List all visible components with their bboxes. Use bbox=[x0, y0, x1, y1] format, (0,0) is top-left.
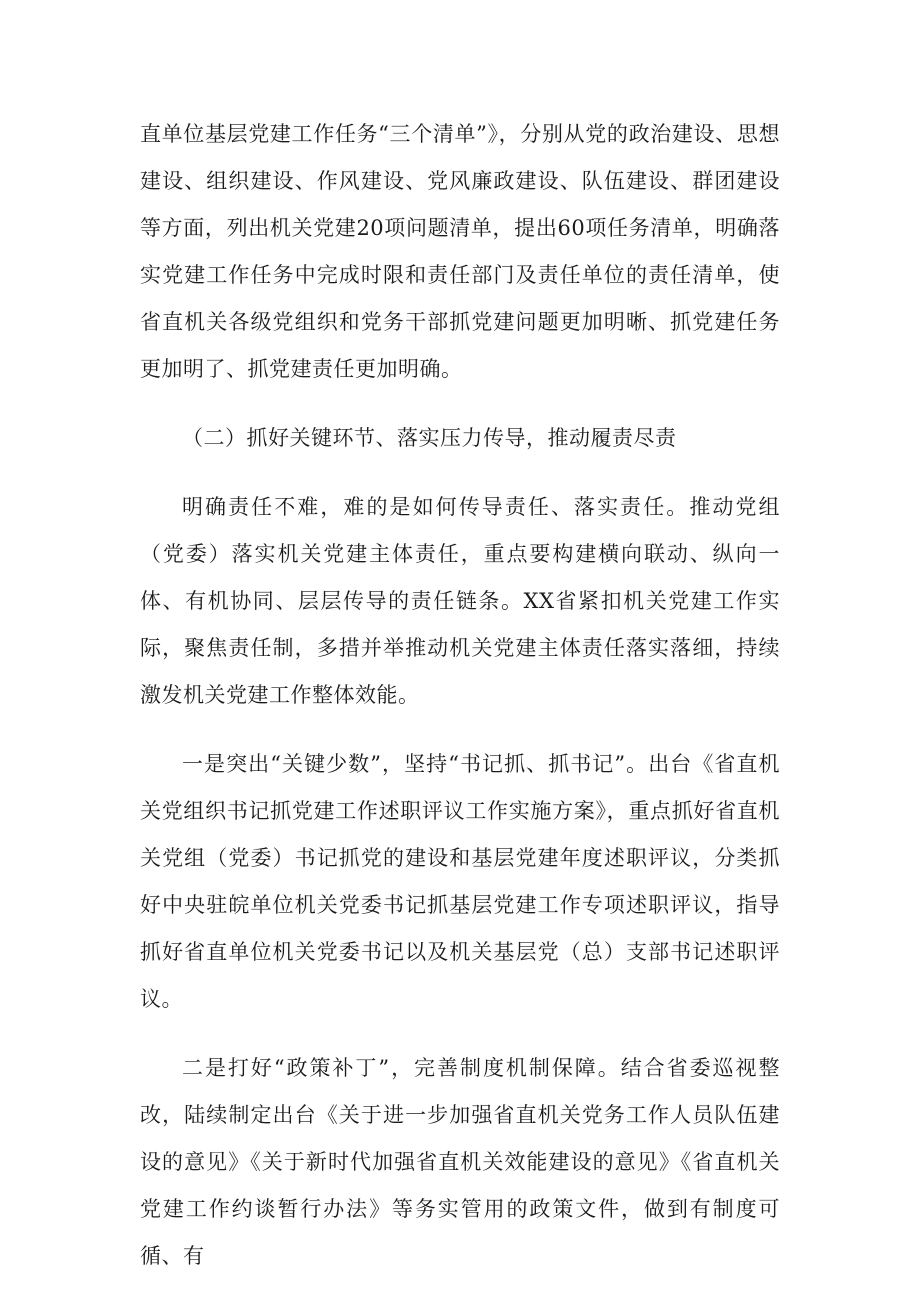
paragraph-responsibility: 明确责任不难，难的是如何传导责任、落实责任。推动党组（党委）落实机关党建主体责任，重点要构建横向联动、纵向一体、有机协同、层层传导的责任链条。XX省紧扣机关党建工作实际，聚焦责任制，多措并举推动机关党建主体责任落实落细，持续激发机关党建工作整体效能。 bbox=[140, 495, 780, 707]
paragraph-continued: 直单位基层党建工作任务“三个清单”》，分别从党的政治建设、思想建设、组织建设、作风建设、党风廉政建设、队伍建设、群团建设等方面，列出机关党建20项问题清单，提出60项任务清单，明确落实党建工作任务中完成时限和责任部门及责任单位的责任清单，使省直机关各级党组织和党务干部抓党建问题更加明晰、抓党建任务更加明了、抓党建责任更加明确。 bbox=[140, 122, 780, 381]
document-body bbox=[140, 111, 780, 1280]
section-heading: （二）抓好关键环节、落实压力传导，推动履责尽责 bbox=[182, 426, 677, 450]
paragraph-policy-patch: 二是打好“政策补丁”，完善制度机制保障。结合省委巡视整改，陆续制定出台《关于进一步加强省直机关党务工作人员队伍建设的意见》《关于新时代加强省直机关效能建设的意见》《省直机关党建工作约谈暂行办法》等务实管用的政策文件，做到有制度可循、有 bbox=[140, 1056, 780, 1268]
paragraph-key-minority: 一是突出“关键少数”，坚持“书记抓、抓书记”。出台《省直机关党组织书记抓党建工作述职评议工作实施方案》，重点抓好省直机关党组（党委）书记抓党的建设和基层党建年度述职评议，分类抓好中央驻皖单位机关党委书记抓基层党建工作专项述职评议，指导抓好省直单位机关党委书记以及机关基层党（总）支部书记述职评议。 bbox=[140, 752, 780, 1011]
